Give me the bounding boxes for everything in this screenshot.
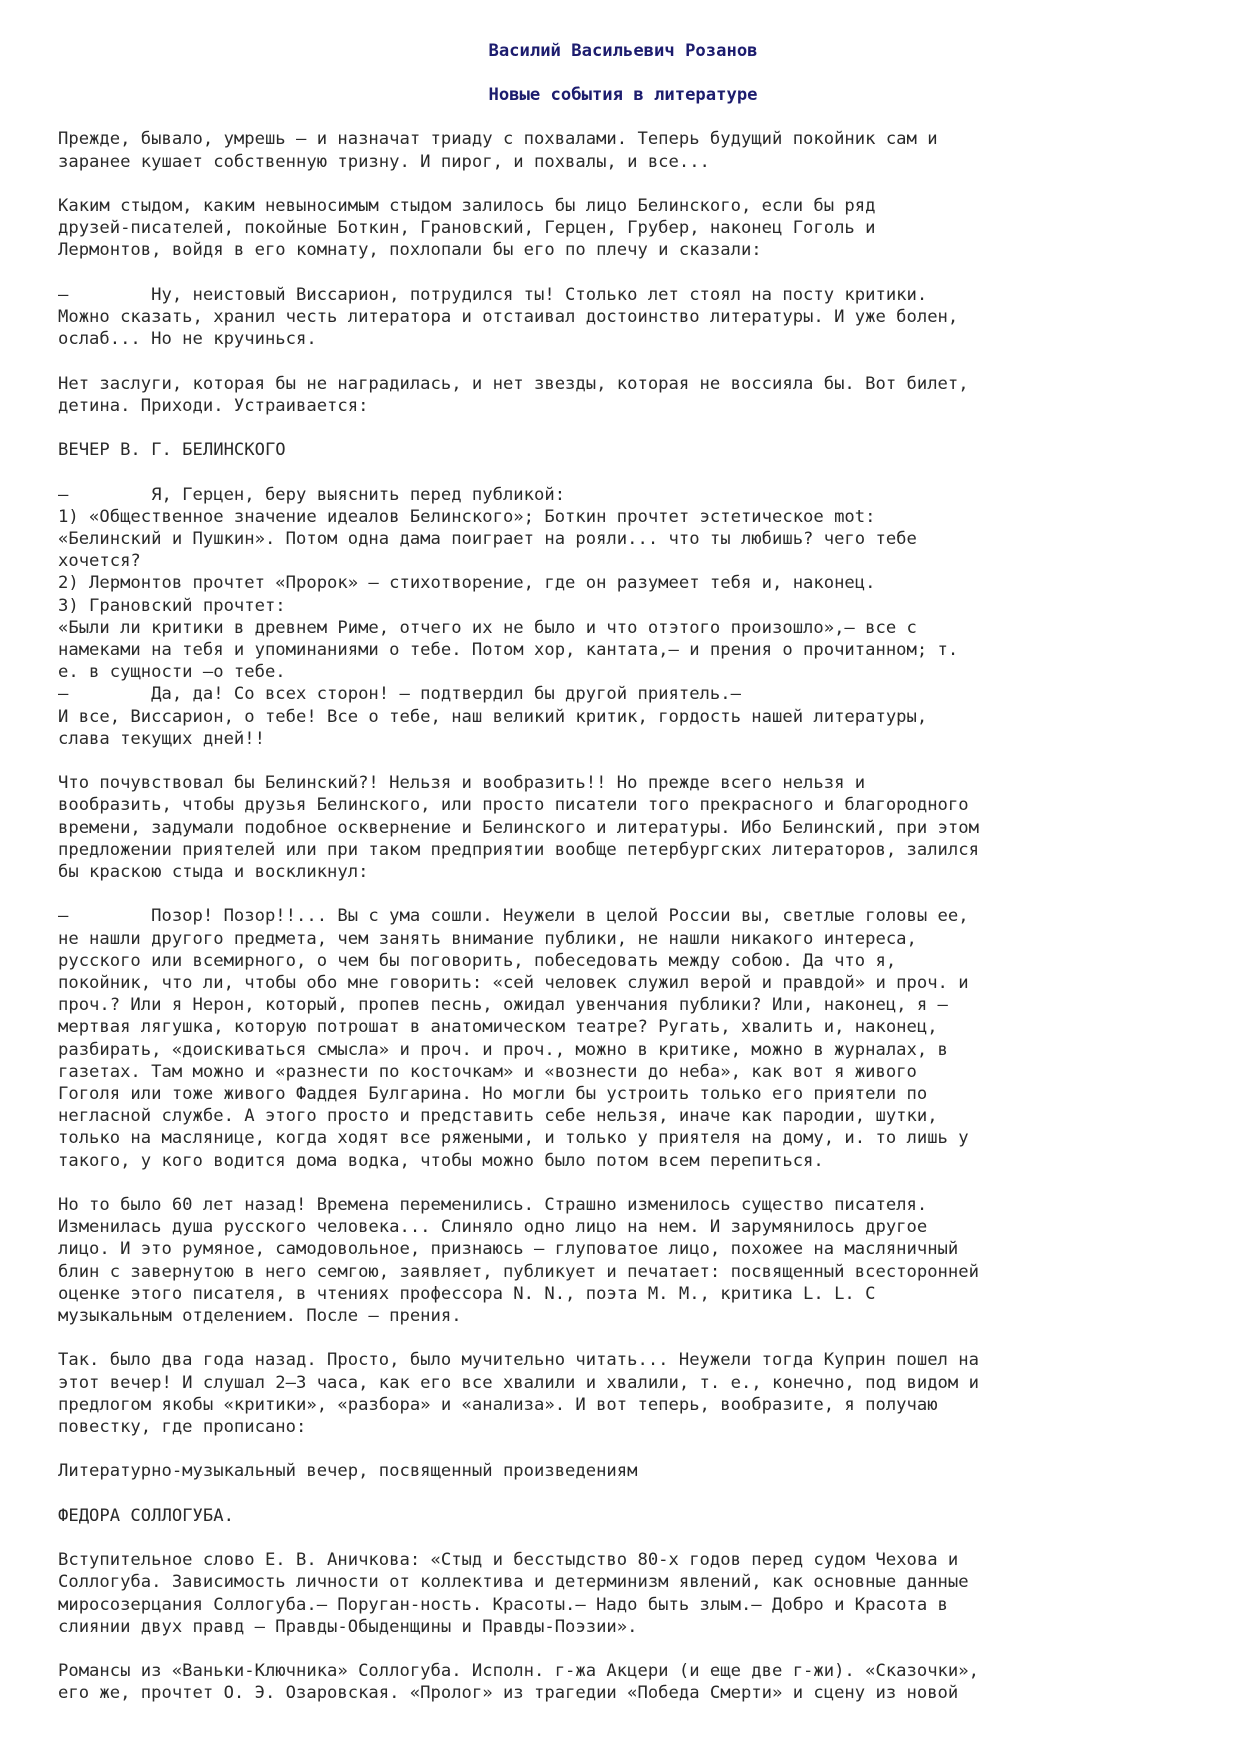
paragraph (58, 1349, 1188, 1438)
text-line: предложении приятелей или при таком предприятии вообще петербургских литераторов, залился (58, 839, 979, 860)
text-line: — Да, да! Со всех сторон! — подтвердил бы другой приятель.— (58, 684, 741, 705)
text-line: проч.? Или я Нерон, который, пропев песнь, ожидал увенчания публики? Или, наконец, я — (58, 995, 948, 1016)
paragraph (58, 195, 1188, 262)
text-line: — Ну, неистовый Виссарион, потрудился ты! Столько лет стоял на посту критики. (58, 284, 928, 305)
text-line: Прежде, бывало, умрешь — и назначат триаду с похвалами. Теперь будущий покойник сам и (58, 129, 938, 150)
paragraph (58, 772, 1188, 883)
text-line: негласной службе. А этого просто и представить себе нельзя, иначе как пародии, шутки, (58, 1106, 938, 1127)
text-line: газетах. Там можно и «разнести по косточкам» и «вознести до неба», как вот я живого (58, 1061, 917, 1082)
paragraph (58, 373, 1188, 417)
text-line: 3) Грановский прочтет: (58, 595, 286, 616)
text-line: вообразить, чтобы друзья Белинского, или просто писатели того прекрасного и благородного (58, 795, 969, 816)
text-line: детина. Приходи. Устраивается: (58, 395, 369, 416)
text-line: «Были ли критики в древнем Риме, отчего их не было и что отэтого произошло»,— все с (58, 617, 917, 638)
paragraph (58, 1460, 1188, 1482)
text-line: Соллогуба. Зависимость личности от коллектива и детерминизм явлений, как основные данные (58, 1572, 969, 1593)
text-line: ослаб... Но не кручинься. (58, 329, 317, 350)
paragraph (58, 905, 1188, 1171)
text-line: бы краскою стыда и воскликнул: (58, 862, 369, 883)
paragraph (58, 1194, 1188, 1327)
text-line: Гоголя или тоже живого Фаддея Булгарина. Но могли бы устроить только его приятели по (58, 1084, 928, 1105)
document-title: Новые события в литературе (488, 85, 758, 106)
text-line: миросозерцания Соллогуба.— Поруган-ность. Красоты.— Надо быть злым.— Добро и Красота в (58, 1594, 948, 1615)
text-line: И все, Виссарион, о тебе! Все о тебе, наш великий критик, гордость нашей литературы, (58, 706, 928, 727)
paragraph (58, 439, 1188, 461)
text-line: Так. было два года назад. Просто, было мучительно читать... Неужели тогда Куприн пошел на (58, 1350, 979, 1371)
document-page (58, 40, 1188, 1727)
text-line: друзей-писателей, покойные Боткин, Грановский, Герцен, Грубер, наконец Гоголь и (58, 218, 876, 239)
text-line: оценке этого писателя, в чтениях профессора N. N., поэта M. M., критика L. L. С (58, 1283, 876, 1304)
text-line: «Белинский и Пушкин». Потом одна дама поиграет на рояли... что ты любишь? чего тебе (58, 528, 917, 549)
text-line: Что почувствовал бы Белинский?! Нельзя и вообразить!! Но прежде всего нельзя и (58, 773, 866, 794)
text-line: е. в сущности —о тебе. (58, 662, 286, 683)
text-line: 1) «Общественное значение идеалов Белинского»; Боткин прочтет эстетическое mot: (58, 506, 876, 527)
text-line: Литературно-музыкальный вечер, посвященный произведениям (58, 1461, 638, 1482)
text-line: не нашли другого предмета, чем занять внимание публики, не нашли никакого интереса, (58, 928, 917, 949)
text-line: Нет заслуги, которая бы не наградилась, и нет звезды, которая не воссияла бы. Вот билет, (58, 373, 969, 394)
text-line: покойник, что ли, чтобы обо мне говорить: «сей человек служил верой и правдой» и проч. и (58, 973, 969, 994)
text-line: ВЕЧЕР В. Г. БЕЛИНСКОГО (58, 440, 286, 461)
paragraph (58, 284, 1188, 351)
text-line: слава текущих дней!! (58, 728, 265, 749)
text-line: Лермонтов, войдя в его комнату, похлопали бы его по плечу и сказали: (58, 240, 762, 261)
text-line: слиянии двух правд — Правды-Обыденщины и Правды-Поэзии». (58, 1616, 638, 1637)
text-line: блин с завернутою в него семгою, заявляет, публикует и печатает: посвященный всесторонней (58, 1261, 979, 1282)
text-line: этот вечер! И слушал 2—3 часа, как его все хвалили и хвалили, т. е., конечно, под видом и (58, 1372, 979, 1393)
text-line: такого, у кого водится дома водка, чтобы можно было потом всем перепиться. (58, 1150, 824, 1171)
paragraph (58, 1505, 1188, 1527)
paragraph (58, 1660, 1188, 1704)
text-line: — Я, Герцен, беру выяснить перед публикой: (58, 484, 566, 505)
text-line: Можно сказать, хранил честь литератора и отстаивал достоинство литературы. И уже болен, (58, 307, 959, 327)
text-line: 2) Лермонтов прочтет «Пророк» — стихотворение, где он разумеет тебя и, наконец. (58, 573, 876, 594)
text-line: музыкальным отделением. После — прения. (58, 1306, 462, 1327)
text-line: Вступительное слово Е. В. Аничкова: «Стыд и бесстыдство 80-х годов перед судом Чехова и (58, 1550, 959, 1571)
text-line: предлогом якобы «критики», «разбора» и «анализа». И вот теперь, вообразите, я получаю (58, 1394, 938, 1415)
author-heading: Василий Васильевич Розанов (488, 41, 758, 61)
text-line: разбирать, «доискиваться смысла» и проч. и проч., можно в критике, можно в журналах, в (58, 1039, 948, 1060)
text-line: Романсы из «Ваньки-Ключника» Соллогуба. Исполн. г-жа Акцери (и еще две г-жи). «Сказочки», (58, 1661, 979, 1682)
text-line: мертвая лягушка, которую потрошат в анатомическом театре? Ругать, хвалить и, наконец, (58, 1017, 938, 1038)
text-line: заранее кушает собственную тризну. И пирог, и похвалы, и все... (58, 151, 710, 172)
text-line: Но то было 60 лет назад! Времена переменились. Страшно изменилось существо писателя. (58, 1195, 928, 1216)
text-line: повестку, где прописано: (58, 1417, 307, 1438)
text-line: ФЕДОРА СОЛЛОГУБА. (58, 1505, 234, 1526)
document-body (58, 128, 1188, 1704)
text-line: только на маслянице, когда ходят все ряжеными, и только у приятеля на дому, и. то лишь у (58, 1128, 969, 1149)
text-line: времени, задумали подобное осквернение и Белинского и литературы. Ибо Белинский, при этом (58, 817, 979, 838)
text-line: хочется? (58, 551, 141, 572)
text-line: лицо. И это румяное, самодовольное, признаюсь — глуповатое лицо, похожее на масляничный (58, 1239, 959, 1260)
text-line: Изменилась душа русского человека... Слиняло одно лицо на нем. И зарумянилось другое (58, 1217, 928, 1238)
text-line: его же, прочтет О. Э. Озаровская. «Пролог» из трагедии «Победа Смерти» и сцену из новой (58, 1683, 959, 1704)
paragraph (58, 128, 1188, 172)
text-line: — Позор! Позор!!... Вы с ума сошли. Неужели в целой России вы, светлые головы ее, (58, 906, 969, 927)
text-line: русского или всемирного, о чем бы поговорить, побеседовать между собою. Да что я, (58, 950, 897, 971)
paragraph (58, 1549, 1188, 1638)
paragraph (58, 484, 1188, 750)
text-line: намеками на тебя и упоминаниями о тебе. Потом хор, кантата,— и прения о прочитанном; т. (58, 640, 959, 660)
text-line: Каким стыдом, каким невыносимым стыдом залилось бы лицо Белинского, если бы ряд (58, 196, 876, 216)
